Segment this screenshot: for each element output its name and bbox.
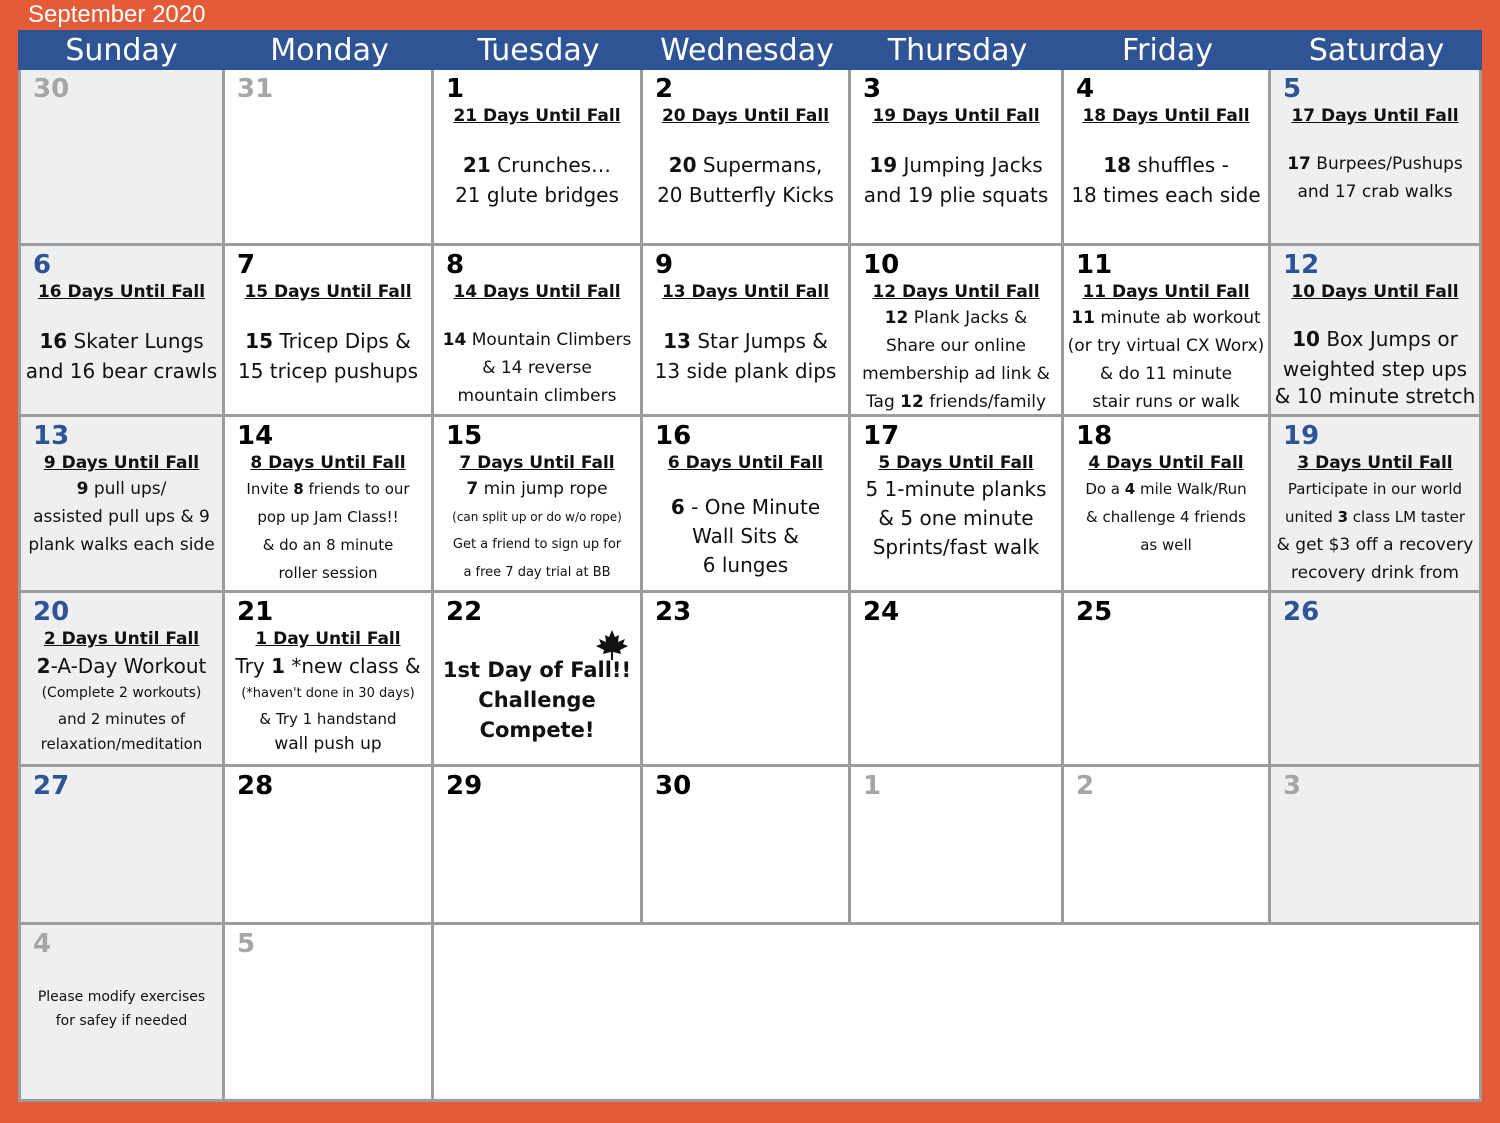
exercise-line: 13 side plank dips bbox=[654, 359, 837, 383]
fall-announcement: Challenge Compete! bbox=[478, 688, 596, 742]
exercise-line: and 16 bear crawls bbox=[25, 359, 218, 383]
day-cell-sep-14[interactable] bbox=[225, 417, 434, 593]
exercise-line: weighted step ups bbox=[1282, 357, 1468, 381]
day-number: 21 bbox=[237, 597, 274, 627]
weekday-thursday: Thursday bbox=[887, 33, 1028, 68]
exercise-line: (*haven't done in 30 days) bbox=[241, 686, 415, 701]
countdown-label: 19 Days Until Fall bbox=[872, 106, 1040, 126]
exercise-line: 10 Box Jumps or bbox=[1292, 327, 1458, 351]
day-number: 3 bbox=[1283, 771, 1302, 801]
day-cell-sep-21[interactable] bbox=[225, 593, 434, 767]
exercise-line: stair runs or walk bbox=[1092, 392, 1240, 412]
day-cell-sep-26[interactable] bbox=[1271, 593, 1482, 767]
exercise-line: a free 7 day trial at BB bbox=[463, 565, 611, 580]
modify-note: Please modify exercises bbox=[37, 989, 206, 1005]
exercise-line: and 17 crab walks bbox=[1297, 182, 1453, 202]
countdown-label: 6 Days Until Fall bbox=[667, 453, 824, 473]
exercise-line: Wall Sits & bbox=[692, 524, 799, 548]
countdown-label: 9 Days Until Fall bbox=[43, 453, 200, 473]
countdown-label: 5 Days Until Fall bbox=[878, 453, 1034, 473]
day-cell-sep-10[interactable] bbox=[851, 246, 1064, 417]
exercise-line: assisted pull ups & 9 bbox=[33, 507, 210, 527]
day-cell-sep-3[interactable] bbox=[851, 70, 1064, 246]
day-number: 17 bbox=[863, 421, 900, 451]
exercise-line: & get $3 off a recovery bbox=[1276, 535, 1474, 555]
day-cell-sep-6[interactable] bbox=[18, 246, 225, 417]
day-number: 24 bbox=[863, 597, 900, 627]
exercise-line: 15 tricep pushups bbox=[237, 359, 419, 383]
exercise-line: & challenge 4 friends bbox=[1086, 508, 1246, 526]
countdown-label: 8 Days Until Fall bbox=[250, 453, 406, 473]
exercise-line: roller session bbox=[278, 564, 378, 582]
day-number: 19 bbox=[1283, 421, 1320, 451]
day-cell-sep-5[interactable] bbox=[1271, 70, 1482, 246]
day-cell-sep-30[interactable] bbox=[643, 767, 851, 925]
day-cell-sep-25[interactable] bbox=[1064, 593, 1271, 767]
exercise-line: (Complete 2 workouts) bbox=[41, 685, 202, 701]
countdown-label: 2 Days Until Fall bbox=[43, 629, 200, 649]
exercise-line: mountain climbers bbox=[457, 386, 617, 406]
day-cell-sep-19[interactable] bbox=[1271, 417, 1482, 593]
day-cell-aug-30[interactable] bbox=[18, 70, 225, 246]
fall-announcement: 1st Day of Fall!! bbox=[442, 658, 632, 682]
day-cell-oct-3[interactable] bbox=[1271, 767, 1482, 925]
countdown-label: 17 Days Until Fall bbox=[1291, 106, 1459, 126]
countdown-label: 3 Days Until Fall bbox=[1297, 453, 1453, 473]
day-cell-oct-5[interactable] bbox=[225, 925, 434, 1102]
day-number: 2 bbox=[1076, 771, 1095, 801]
exercise-line: 14 Mountain Climbers bbox=[442, 330, 632, 350]
exercise-line: 15 Tricep Dips & bbox=[245, 329, 411, 353]
day-number: 8 bbox=[446, 250, 465, 280]
day-number: 5 bbox=[237, 929, 256, 959]
exercise-line: & 5 one minute bbox=[878, 506, 1034, 530]
exercise-line: plank walks each side bbox=[28, 535, 215, 555]
exercise-line: Share our online bbox=[886, 336, 1026, 356]
day-number: 11 bbox=[1076, 250, 1113, 280]
day-number: 29 bbox=[446, 771, 483, 801]
day-number: 27 bbox=[33, 771, 70, 801]
exercise-line: relaxation/meditation bbox=[40, 735, 203, 753]
countdown-label: 20 Days Until Fall bbox=[661, 106, 830, 126]
day-number: 14 bbox=[237, 421, 274, 451]
exercise-line: Participate in our world bbox=[1287, 480, 1463, 498]
day-cell-sep-22[interactable] bbox=[434, 593, 643, 767]
exercise-line: as well bbox=[1140, 536, 1192, 554]
exercise-line: membership ad link & bbox=[862, 364, 1050, 384]
exercise-line: (or try virtual CX Worx) bbox=[1067, 336, 1265, 356]
day-cell-oct-1[interactable] bbox=[851, 767, 1064, 925]
exercise-line: 12 Plank Jacks & bbox=[884, 308, 1028, 328]
day-cell-oct-2[interactable] bbox=[1064, 767, 1271, 925]
day-number: 6 bbox=[33, 250, 52, 280]
day-number: 23 bbox=[655, 597, 692, 627]
weekday-sunday: Sunday bbox=[65, 33, 178, 68]
day-cell-sep-11[interactable] bbox=[1064, 246, 1271, 417]
day-number: 31 bbox=[237, 74, 274, 104]
modify-note: for safey if needed bbox=[55, 1013, 188, 1029]
day-number: 4 bbox=[33, 929, 52, 959]
weekday-friday: Friday bbox=[1122, 33, 1213, 68]
day-cell-aug-31[interactable] bbox=[225, 70, 434, 246]
exercise-line: and 19 plie squats bbox=[863, 183, 1049, 207]
day-number: 28 bbox=[237, 771, 274, 801]
exercise-line: 21 Crunches… bbox=[462, 153, 612, 177]
weekday-saturday: Saturday bbox=[1308, 33, 1445, 68]
exercise-line: & Try 1 handstand bbox=[259, 710, 397, 728]
day-number: 16 bbox=[655, 421, 692, 451]
exercise-line: 13 Star Jumps & bbox=[663, 329, 828, 353]
blank-area bbox=[434, 925, 1482, 1102]
day-number: 1 bbox=[446, 74, 465, 104]
exercise-line: Tag 12 friends/family bbox=[865, 392, 1047, 412]
day-cell-sep-23[interactable] bbox=[643, 593, 851, 767]
day-number: 4 bbox=[1076, 74, 1095, 104]
exercise-line: 7 min jump rope bbox=[466, 479, 608, 499]
exercise-line: 19 Jumping Jacks bbox=[869, 153, 1043, 177]
exercise-line: 17 Burpees/Pushups bbox=[1287, 154, 1463, 174]
exercise-line: 5 1-minute planks bbox=[865, 477, 1047, 501]
day-cell-sep-9[interactable] bbox=[643, 246, 851, 417]
day-number: 25 bbox=[1076, 597, 1113, 627]
day-cell-sep-7[interactable] bbox=[225, 246, 434, 417]
day-cell-sep-8[interactable] bbox=[434, 246, 643, 417]
exercise-line: 11 minute ab workout bbox=[1071, 308, 1261, 328]
exercise-line: 6 - One Minute bbox=[670, 495, 821, 519]
exercise-line: 18 shuffles - bbox=[1103, 153, 1229, 177]
day-number: 7 bbox=[237, 250, 256, 280]
exercise-line: (can split up or do w/o rope) bbox=[452, 510, 622, 524]
weekday-monday: Monday bbox=[270, 33, 389, 68]
day-number: 20 bbox=[33, 597, 70, 627]
exercise-line: & 14 reverse bbox=[482, 358, 592, 378]
day-cell-sep-27[interactable] bbox=[18, 767, 225, 925]
day-cell-sep-12[interactable] bbox=[1271, 246, 1482, 417]
day-number: 22 bbox=[446, 597, 483, 627]
countdown-label: 1 Day Until Fall bbox=[255, 629, 401, 649]
day-number: 26 bbox=[1283, 597, 1320, 627]
countdown-label: 15 Days Until Fall bbox=[244, 282, 412, 302]
day-cell-sep-17[interactable] bbox=[851, 417, 1064, 593]
exercise-line: wall push up bbox=[274, 734, 382, 754]
day-number: 10 bbox=[863, 250, 900, 280]
exercise-line: Sprints/fast walk bbox=[872, 535, 1040, 559]
day-cell-sep-28[interactable] bbox=[225, 767, 434, 925]
exercise-line: 2-A-Day Workout bbox=[36, 654, 207, 678]
exercise-line: Do a 4 mile Walk/Run bbox=[1085, 480, 1247, 498]
countdown-label: 18 Days Until Fall bbox=[1082, 106, 1250, 126]
exercise-line: Invite 8 friends to our bbox=[246, 480, 410, 498]
day-cell-sep-4[interactable] bbox=[1064, 70, 1271, 246]
weekday-wednesday: Wednesday bbox=[660, 33, 834, 68]
exercise-line: pop up Jam Class!! bbox=[257, 508, 399, 526]
exercise-line: 20 Butterfly Kicks bbox=[657, 183, 834, 207]
exercise-line: Try 1 *new class & bbox=[235, 654, 421, 678]
exercise-line: & do 11 minute bbox=[1099, 364, 1233, 384]
day-cell-sep-20[interactable] bbox=[18, 593, 225, 767]
day-number: 5 bbox=[1283, 74, 1302, 104]
day-cell-sep-13[interactable] bbox=[18, 417, 225, 593]
exercise-line: united 3 class LM taster bbox=[1284, 508, 1466, 526]
countdown-label: 16 Days Until Fall bbox=[37, 282, 206, 302]
day-cell-sep-16[interactable] bbox=[643, 417, 851, 593]
day-cell-oct-4[interactable] bbox=[18, 925, 225, 1102]
countdown-label: 12 Days Until Fall bbox=[872, 282, 1040, 302]
countdown-label: 10 Days Until Fall bbox=[1291, 282, 1459, 302]
day-number: 3 bbox=[863, 74, 882, 104]
day-number: 13 bbox=[33, 421, 70, 451]
day-number: 18 bbox=[1076, 421, 1113, 451]
countdown-label: 21 Days Until Fall bbox=[453, 106, 621, 126]
day-number: 30 bbox=[655, 771, 692, 801]
exercise-line: and 2 minutes of bbox=[57, 710, 186, 728]
day-number: 1 bbox=[863, 771, 882, 801]
exercise-line: Get a friend to sign up for bbox=[452, 537, 622, 552]
exercise-line: recovery drink from bbox=[1291, 563, 1459, 583]
day-cell-sep-15[interactable] bbox=[434, 417, 643, 593]
exercise-line: 18 times each side bbox=[1071, 183, 1261, 207]
day-number: 15 bbox=[446, 421, 483, 451]
countdown-label: 7 Days Until Fall bbox=[459, 453, 615, 473]
day-number: 12 bbox=[1283, 250, 1320, 280]
weekday-header-row bbox=[18, 30, 1482, 70]
weekday-tuesday: Tuesday bbox=[477, 33, 600, 68]
exercise-line: 6 lunges bbox=[702, 553, 789, 577]
day-number: 9 bbox=[655, 250, 674, 280]
exercise-line: 20 Supermans, bbox=[668, 153, 823, 177]
exercise-line: & do an 8 minute bbox=[262, 536, 394, 554]
day-number: 2 bbox=[655, 74, 674, 104]
countdown-label: 4 Days Until Fall bbox=[1088, 453, 1244, 473]
day-cell-sep-24[interactable] bbox=[851, 593, 1064, 767]
exercise-line: 21 glute bridges bbox=[455, 183, 619, 207]
day-cell-sep-29[interactable] bbox=[434, 767, 643, 925]
calendar-month-title: September 2020 bbox=[28, 1, 206, 28]
day-cell-sep-1[interactable] bbox=[434, 70, 643, 246]
countdown-label: 14 Days Until Fall bbox=[453, 282, 621, 302]
day-number: 30 bbox=[33, 74, 70, 104]
day-cell-sep-18[interactable] bbox=[1064, 417, 1271, 593]
exercise-line: & 10 minute stretch bbox=[1274, 384, 1476, 408]
exercise-line: 16 Skater Lungs bbox=[39, 329, 204, 353]
countdown-label: 13 Days Until Fall bbox=[661, 282, 830, 302]
calendar-grid bbox=[18, 30, 1482, 1102]
day-cell-sep-2[interactable] bbox=[643, 70, 851, 246]
countdown-label: 11 Days Until Fall bbox=[1082, 282, 1250, 302]
exercise-line: 9 pull ups/ bbox=[76, 479, 167, 499]
